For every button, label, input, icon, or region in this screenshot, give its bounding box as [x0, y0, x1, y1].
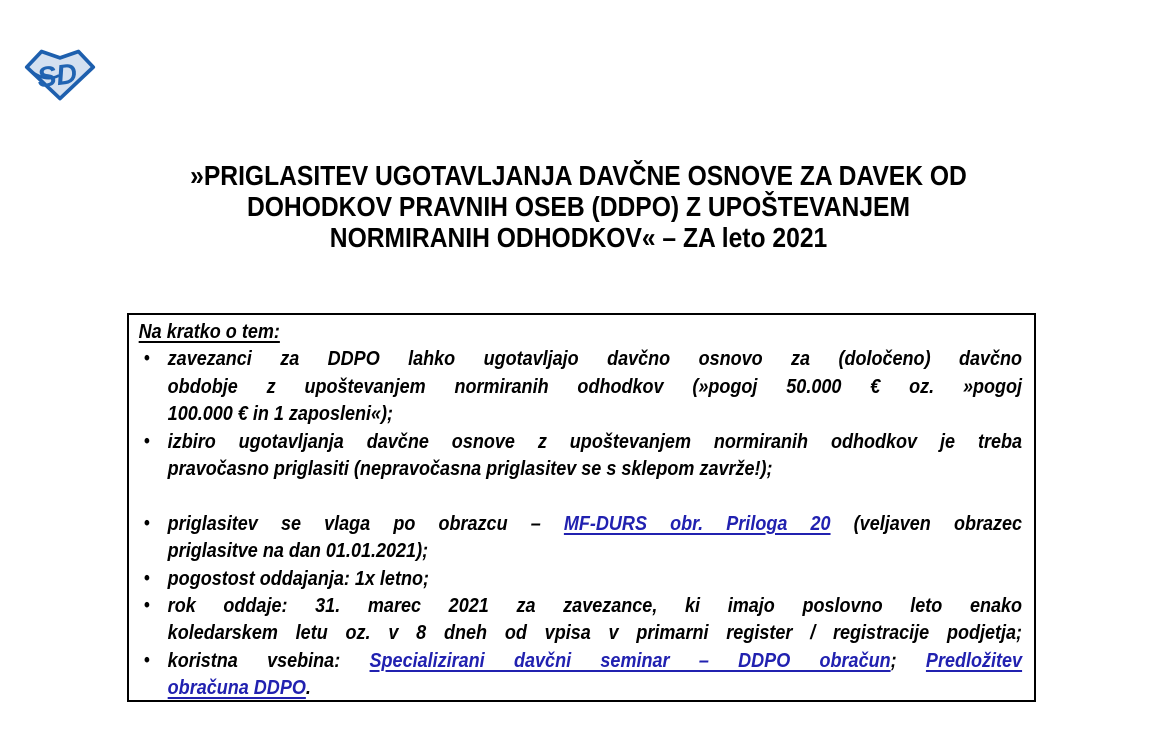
bullet-item — [139, 510, 1022, 565]
info-box-content — [129, 315, 1034, 702]
text-segment: rok oddaje: 31. marec 2021 za zavezance, ki imajo poslovno leto enako — [167, 594, 1023, 618]
bullet-text — [168, 428, 1022, 483]
bullet-list — [139, 345, 1022, 701]
text-line — [168, 510, 1022, 537]
text-segment: (veljaven obrazec — [830, 511, 1023, 535]
bullet-icon: • — [143, 649, 150, 671]
text-segment: koristna vsebina: — [167, 648, 370, 672]
info-box — [127, 313, 1036, 702]
text-segment: priglasitve na dan 01.01.2021); — [167, 539, 429, 563]
bullet-text — [168, 565, 1022, 592]
bullet-icon: • — [143, 512, 150, 534]
bullet-item — [139, 565, 1022, 592]
text-segment: koledarskem letu oz. v 8 dneh od vpisa v primarni register / registracije podjetja; — [167, 621, 1023, 645]
document-title-line: NORMIRANIH ODHODKOV« – ZA leto 2021 — [329, 222, 828, 253]
document-title-line: DOHODKOV PRAVNIH OSEB (DDPO) Z UPOŠTEVANJEM — [246, 191, 911, 222]
link-predlozitev-obracuna-ddpo-2[interactable]: obračuna DDPO — [167, 676, 306, 700]
bullet-text — [168, 592, 1022, 647]
text-line — [168, 565, 1022, 592]
text-line — [168, 345, 1022, 372]
info-box-heading: Na kratko o tem: — [138, 320, 280, 343]
text-line — [168, 400, 1022, 427]
text-line — [168, 619, 1022, 646]
bullet-icon: • — [143, 567, 150, 589]
bullet-icon: • — [143, 348, 150, 370]
text-segment: . — [305, 676, 311, 700]
bullet-item — [139, 345, 1022, 427]
text-line — [168, 537, 1022, 564]
text-segment: ; — [890, 648, 926, 672]
text-line — [168, 428, 1022, 455]
link-mf-durs-obr-priloga-20[interactable]: MF-DURS obr. Priloga 20 — [563, 511, 831, 535]
blank-line — [139, 482, 1022, 509]
text-line — [168, 373, 1022, 400]
text-segment: izbiro ugotavljanja davčne osnove z upoštevanjem normiranih odhodkov je treba — [167, 429, 1023, 453]
document-title — [69, 160, 1087, 253]
text-segment: priglasitev se vlaga po obrazcu – — [167, 511, 564, 535]
text-segment: obdobje z upoštevanjem normiranih odhodkov (»pogoj 50.000 € oz. »pogoj — [167, 374, 1023, 398]
bullet-item — [139, 592, 1022, 647]
text-line — [168, 647, 1022, 674]
text-segment: pravočasno priglasiti (nepravočasna priglasitev se s sklepom zavrže!); — [167, 457, 773, 481]
link-specializirani-davcni-seminar-ddpo-obracun[interactable]: Specializirani davčni seminar – DDPO obračun — [369, 648, 891, 672]
text-line — [168, 455, 1022, 482]
text-line — [168, 674, 1022, 701]
bullet-icon: • — [143, 430, 150, 452]
bullet-text — [168, 647, 1022, 702]
text-segment: 100.000 € in 1 zaposleni«); — [167, 402, 394, 426]
sd-shield-logo — [23, 45, 97, 105]
bullet-text — [168, 510, 1022, 565]
bullet-item — [139, 647, 1022, 702]
text-line — [168, 592, 1022, 619]
bullet-text — [168, 345, 1022, 427]
text-segment: zavezanci za DDPO lahko ugotavljajo davčno osnovo za (določeno) davčno — [167, 347, 1023, 371]
logo-letters: SD — [35, 57, 79, 95]
info-box-heading-line — [139, 318, 1022, 345]
link-predlozitev-obracuna-ddpo[interactable]: Predložitev — [925, 648, 1023, 672]
bullet-icon: • — [143, 595, 150, 617]
text-segment: pogostost oddajanja: 1x letno; — [167, 566, 429, 590]
bullet-item — [139, 428, 1022, 483]
document-title-line: »PRIGLASITEV UGOTAVLJANJA DAVČNE OSNOVE ZA DAVEK OD — [190, 160, 967, 191]
